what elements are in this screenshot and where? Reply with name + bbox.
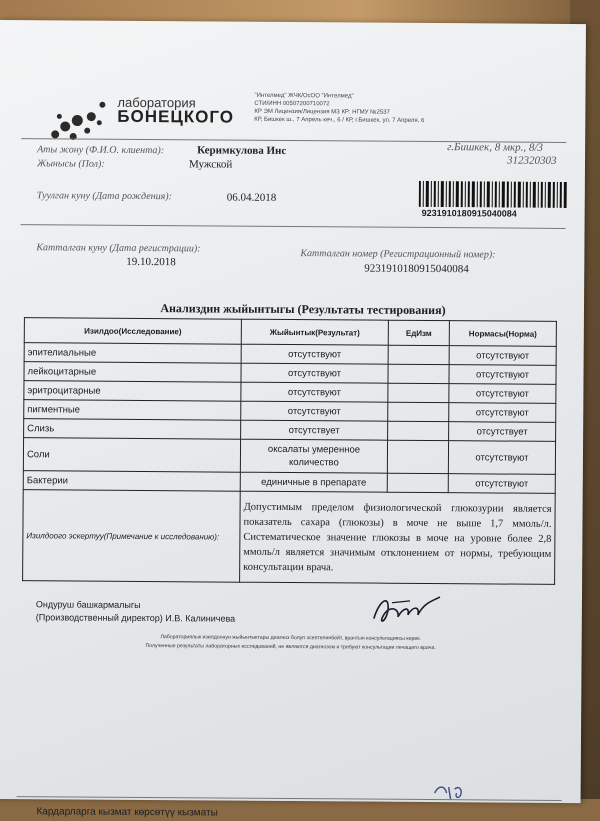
barcode-number: 9231910180915040084 [421,207,517,219]
row-result: отсутствуют [241,363,388,383]
client-name-value: Керимкулова Инс [197,144,287,158]
row-result: отсутствует [241,420,388,440]
row-norm: отсутствуют [449,346,556,366]
disclaimer-line2: Полученные результаты лабораторных исследований, не являются диагнозом и требуют консультации лечащего врача. [145,643,436,652]
client-name-label: Аты жону (Ф.И.О. клиента): [37,144,165,157]
row-name: Слизь [24,419,241,440]
registration-date-label: Катталган куну (Дата регистрации): [36,242,201,255]
client-gender-label: Жынысы (Пол): [36,158,105,170]
row-result: отсутствуют [241,344,388,364]
note-label: Изилдоого эскертуу(Примечание к исследованию): [23,490,241,583]
client-code: 312320303 [506,154,557,167]
client-dob-label: Туулган куну (Дата рождения): [36,190,172,203]
results-title: Анализдин жыйынтыгы (Результаты тестирования) [160,301,446,318]
lab-report-page [0,20,586,819]
row-unit [388,345,449,364]
company-line: КР, Бишкек ш., 7 Апрель кеч., 6 / КР, г.Бишкек, ул. 7 Апреля, 6 [254,116,425,124]
company-info [254,92,574,126]
row-name: Соли [23,438,240,473]
registration-number-value: 9231910180915040084 [364,262,469,276]
director-line1: Ондуруш башкармалыгы [35,599,141,610]
row-result: отсутствуют [241,401,388,421]
client-address: г.Бишкек, 8 мкр., 8/3 [447,141,543,154]
lab-logo-icon [47,92,127,145]
director-block [36,598,236,625]
row-norm: отсутствуют [449,403,556,423]
note-text: Допустимым пределом физиологической глюкозурии является показатель сахара (глюкозы) в моче не выше 1,7 ммоль/л. Систематическое значение глюкозы в моче на уровне более 2,8 ммоль/л является значимым отклонением от нормы, требующим консультации врача. [240,491,556,584]
header-research: Изилдоо(Исследование) [24,318,241,345]
disclaimer [56,632,526,653]
client-gender-value: Мужской [188,158,233,171]
results-table [22,317,557,585]
row-name: эритроцитарные [24,381,241,402]
company-line: СТИ/ИНН 00507200710072 [254,100,330,108]
row-norm: отсутствуют [449,365,556,385]
row-name: Бактерии [23,471,240,492]
row-norm: отсутствует [449,422,556,442]
registration-number-label: Катталган номер (Регистрационный номер): [300,248,496,261]
row-result: отсутствуют [241,382,388,402]
table-row [23,438,555,475]
company-line: КР ЭМ Лицензия/Лицензия МЗ КР: НГМУ №2537 [254,108,390,116]
row-norm: отсутствуют [449,384,556,404]
row-unit [387,473,448,492]
row-name: лейкоцитарные [24,362,241,383]
row-result: оксалаты умеренное количество [240,439,387,473]
logo-line2: БОНЕЦКОГО [117,106,235,127]
row-unit [388,364,449,383]
row-name: пигментные [24,400,241,421]
row-norm: отсутствуют [448,441,555,475]
row-result: единичные в препарате [240,472,387,492]
row-unit [387,440,448,473]
client-dob-value: 06.04.2018 [226,191,277,204]
barcode-icon [419,181,567,208]
header-unit: ЕдИзм [388,320,449,345]
row-name: эпителиальные [24,343,241,364]
stamp-mark-icon [433,781,467,803]
table-header-row [24,318,556,347]
row-norm: отсутствуют [448,474,555,494]
header-norm: Нормасы(Норма) [449,321,556,347]
disclaimer-line1: Лабораториялык изилдоонун жыйынтыктары диагноз болуп эсептелинбейт, врачтын консультациясы керек. [160,634,421,642]
company-line: "Интелмед" ЖЧК/ОсОО "Интелмед" [254,92,354,100]
header-result: Жыйынтык(Результат) [241,319,388,345]
divider [21,224,566,229]
registration-date-value: 19.10.2018 [126,255,176,269]
row-unit [388,421,449,440]
customer-service-title: Кардарларга кызмат көрсөтүү кызматы [36,806,218,819]
director-line2: (Производственный директор) И.В. Калиничева [35,612,236,624]
logo-line1: лаборатория [117,94,196,111]
signature-icon [370,589,444,630]
table-note-row [23,490,556,585]
row-unit [388,383,449,402]
row-unit [388,402,449,421]
